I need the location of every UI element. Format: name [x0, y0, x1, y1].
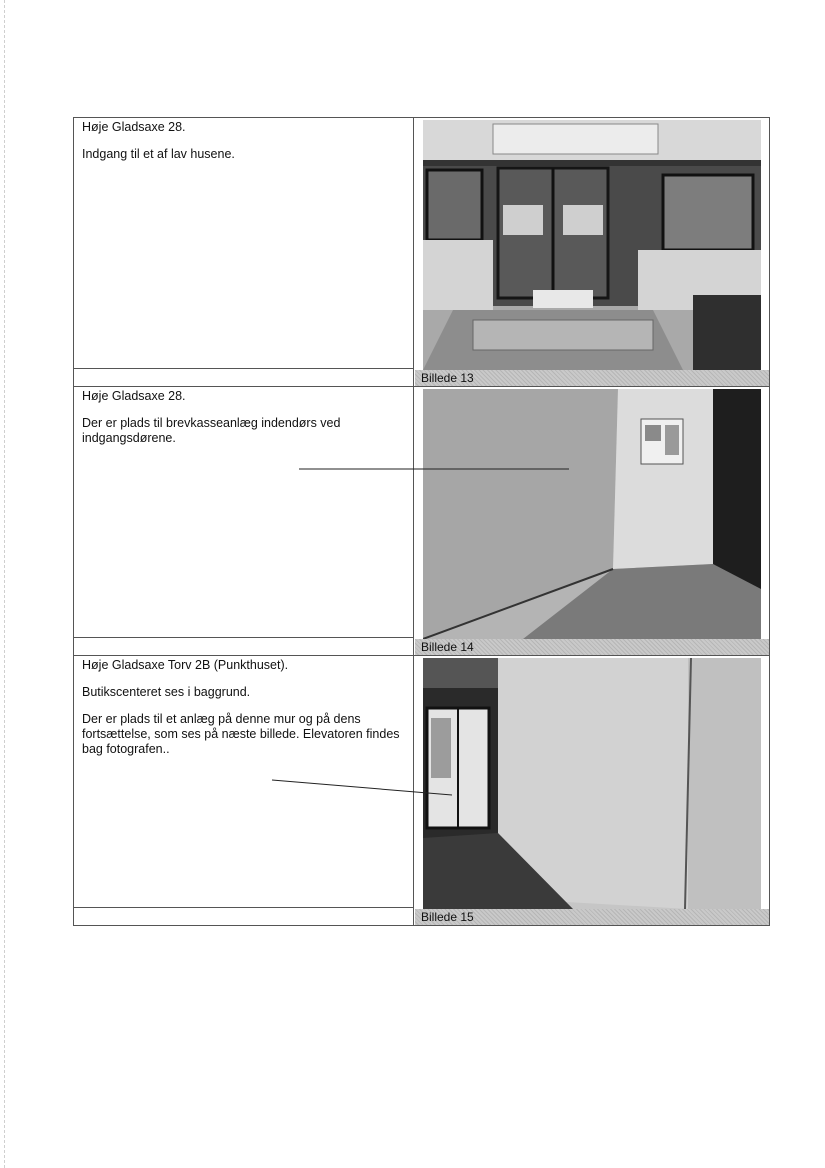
table-row [74, 387, 769, 655]
description-cell [74, 387, 414, 655]
photo-documentation-table [73, 117, 770, 926]
empty-subcell [74, 368, 413, 386]
description-text: Indgang til et af lav husene. [82, 147, 235, 161]
photo-cell [415, 118, 769, 386]
description-text: Der er plads til brevkasseanlæg indendørs ved indgangsdørene. [82, 416, 341, 445]
interior-wall-photo [423, 389, 761, 639]
description-text: Butikscenteret ses i baggrund. [82, 685, 251, 699]
empty-subcell [74, 907, 413, 925]
description-text: Der er plads til et anlæg på denne mur og på dens fortsættelse, som ses på næste billede. Elevatoren findes bag fotografen.. [82, 712, 400, 756]
photo-cell [415, 387, 769, 655]
location-title: Høje Gladsaxe 28. [82, 389, 186, 403]
photo-caption: Billede 13 [415, 370, 769, 386]
table-row [74, 118, 769, 386]
description-cell [74, 656, 414, 925]
empty-subcell [74, 637, 413, 655]
location-title: Høje Gladsaxe 28. [82, 120, 186, 134]
table-row [74, 656, 769, 925]
photo-caption: Billede 14 [415, 639, 769, 655]
building-entrance-photo [423, 120, 761, 370]
description-cell [74, 118, 414, 386]
location-title: Høje Gladsaxe Torv 2B (Punkthuset). [82, 658, 289, 672]
page-edge-line [4, 0, 6, 1168]
photo-cell [415, 656, 769, 925]
lobby-wall-photo [423, 658, 761, 909]
photo-caption: Billede 15 [415, 909, 769, 925]
